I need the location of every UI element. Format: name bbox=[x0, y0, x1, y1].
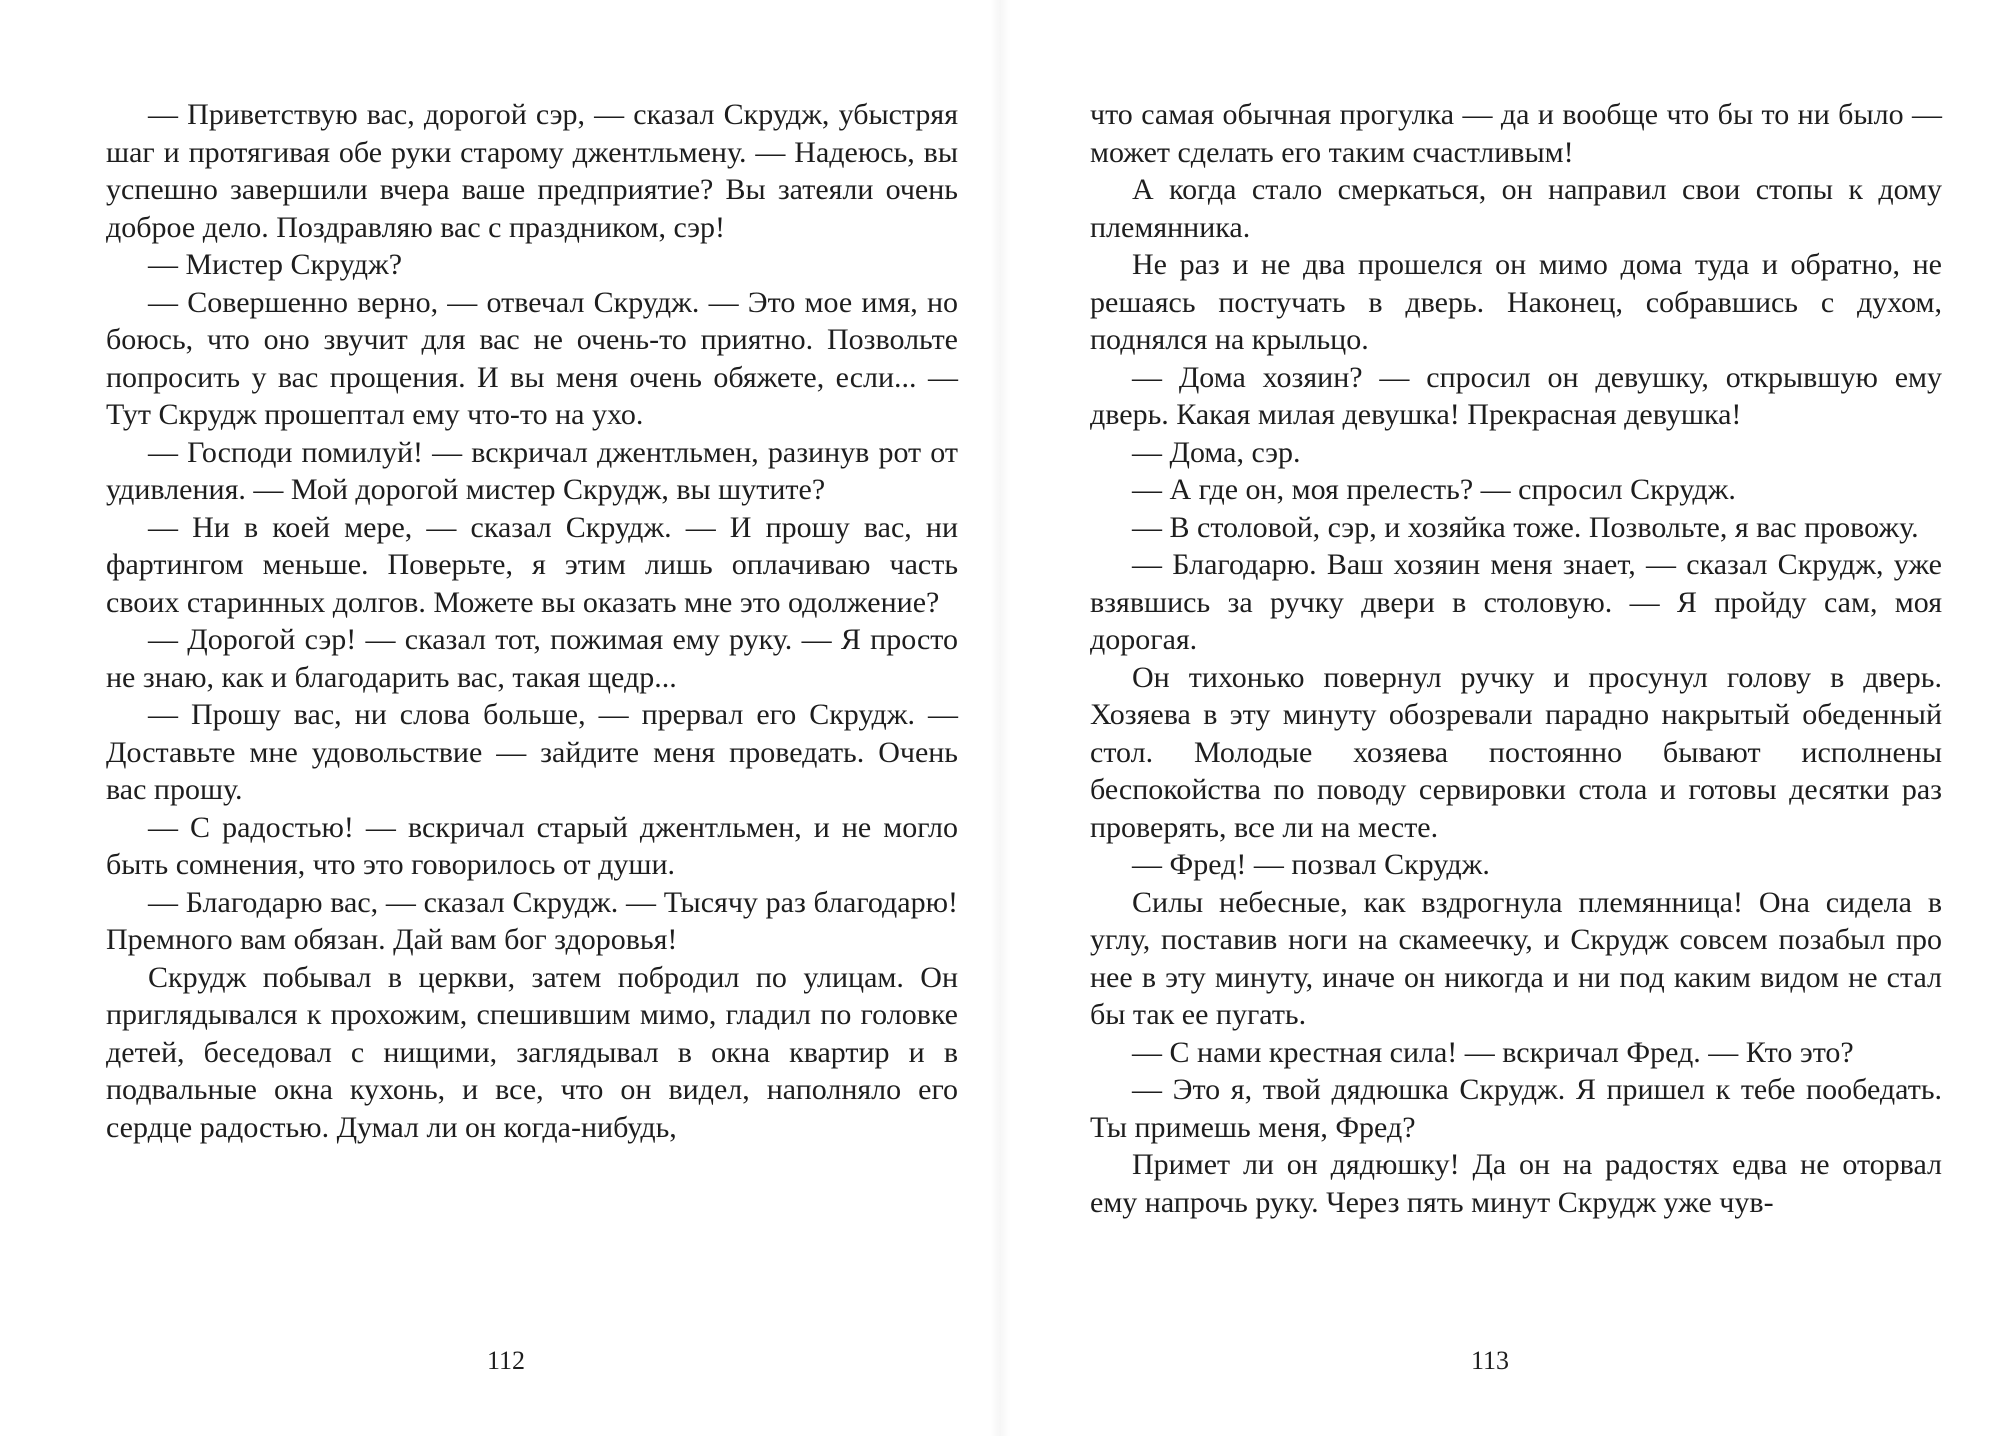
paragraph: А когда стало смеркаться, он направил свои стопы к дому племянника. bbox=[1090, 173, 1942, 244]
paragraph: — Дома, сэр. bbox=[1132, 435, 1301, 469]
paragraph: — Господи помилуй! — вскричал джентльмен, разинув рот от удивления. — Мой дорогой мистер Скрудж, вы шутите? bbox=[106, 435, 958, 506]
paragraph: — Благодарю. Ваш хозяин меня знает, — сказал Скрудж, уже взявшись за ручку двери в столовую. — Я пройду сам, моя дорогая. bbox=[1090, 548, 1942, 656]
paragraph: — Это я, твой дядюшка Скрудж. Я пришел к тебе пообедать. Ты примешь меня, Фред? bbox=[1090, 1073, 1942, 1144]
page-number-right: 113 bbox=[1470, 1346, 1510, 1375]
page-number-left: 112 bbox=[486, 1346, 526, 1375]
paragraph: — Дома хозяин? — спросил он девушку, открывшую ему дверь. Какая милая девушка! Прекрасная девушка! bbox=[1090, 360, 1942, 431]
paragraph: — Мистер Скрудж? bbox=[148, 248, 403, 281]
paragraph: — С нами крестная сила! — вскричал Фред. — Кто это? bbox=[1132, 1035, 1854, 1069]
paragraph: Силы небесные, как вздрогнула племянница! Она сидела в углу, поставив ноги на скамеечку, и Скрудж совсем позабыл про нее в эту минуту, иначе он никогда и ни под каким видом не стал бы так ее пугать. bbox=[1090, 885, 1942, 1031]
paragraph: — Дорогой сэр! — сказал тот, пожимая ему руку. — Я просто не знаю, как и благодарить вас, такая щедр... bbox=[106, 623, 958, 694]
right-page bbox=[1090, 96, 1942, 1221]
paragraph: — Фред! — позвал Скрудж. bbox=[1132, 848, 1490, 881]
paragraph: — Приветствую вас, дорогой сэр, — сказал Скрудж, убыстряя шаг и протягивая обе руки старому джентльмену. — Надеюсь, вы успешно завершили вчера ваше предприятие? Вы затеяли очень доброе дело. Поздравляю вас с праздником, сэр! bbox=[106, 98, 958, 244]
paragraph: — Ни в коей мере, — сказал Скрудж. — И прошу вас, ни фартингом меньше. Поверьте, я этим лишь оплачиваю часть своих старинных долгов. Можете вы оказать мне это одолжение? bbox=[106, 510, 958, 619]
paragraph: — Прошу вас, ни слова больше, — прервал его Скрудж. — Доставьте мне удовольствие — зайдите меня проведать. Очень вас прошу. bbox=[106, 698, 958, 806]
paragraph: — Совершенно верно, — отвечал Скрудж. — Это мое имя, но боюсь, что оно звучит для вас не очень-то приятно. Позвольте попросить у вас прощения. И вы меня очень обяжете, если... — Тут Скрудж прошептал ему что-то на ухо. bbox=[106, 285, 958, 431]
paragraph: — Благодарю вас, — сказал Скрудж. — Тысячу раз благодарю! Премного вам обязан. Дай вам бог здоровья! bbox=[106, 885, 958, 956]
left-page-text bbox=[106, 96, 958, 1146]
paragraph: Не раз и не два прошелся он мимо дома туда и обратно, не решаясь постучать в дверь. Наконец, собравшись с духом, поднялся на крыльцо. bbox=[1090, 248, 1942, 356]
paragraph: Примет ли он дядюшку! Да он на радостях едва не оторвал ему напрочь руку. Через пять минут Скрудж уже чув- bbox=[1090, 1148, 1942, 1219]
paragraph: — В столовой, сэр, и хозяйка тоже. Позвольте, я вас провожу. bbox=[1132, 510, 1919, 544]
paragraph: — А где он, моя прелесть? — спросил Скрудж. bbox=[1132, 473, 1736, 506]
paragraph: Скрудж побывал в церкви, затем побродил по улицам. Он приглядывался к прохожим, спешившим мимо, гладил по головке детей, беседовал с нищими, заглядывал в окна квартир и в подвальные окна кухонь, и все, что он видел, наполняло его сердце радостью. Думал ли он когда-нибудь, bbox=[106, 960, 958, 1144]
paragraph: — С радостью! — вскричал старый джентльмен, и не могло быть сомнения, что это говорилось от души. bbox=[106, 810, 958, 881]
left-page bbox=[106, 96, 958, 1146]
book-gutter bbox=[990, 0, 1010, 1436]
paragraph-continuation: что самая обычная прогулка — да и вообще что бы то ни было — может сделать его таким счастливым! bbox=[1090, 98, 1942, 169]
right-page-text bbox=[1090, 96, 1942, 1221]
paragraph: Он тихонько повернул ручку и просунул голову в дверь. Хозяева в эту минуту обозревали парадно накрытый обеденный стол. Молодые хозяева постоянно бывают исполнены беспокойства по поводу сервировки стола и готовы десятки раз проверять, все ли на месте. bbox=[1090, 660, 1942, 844]
